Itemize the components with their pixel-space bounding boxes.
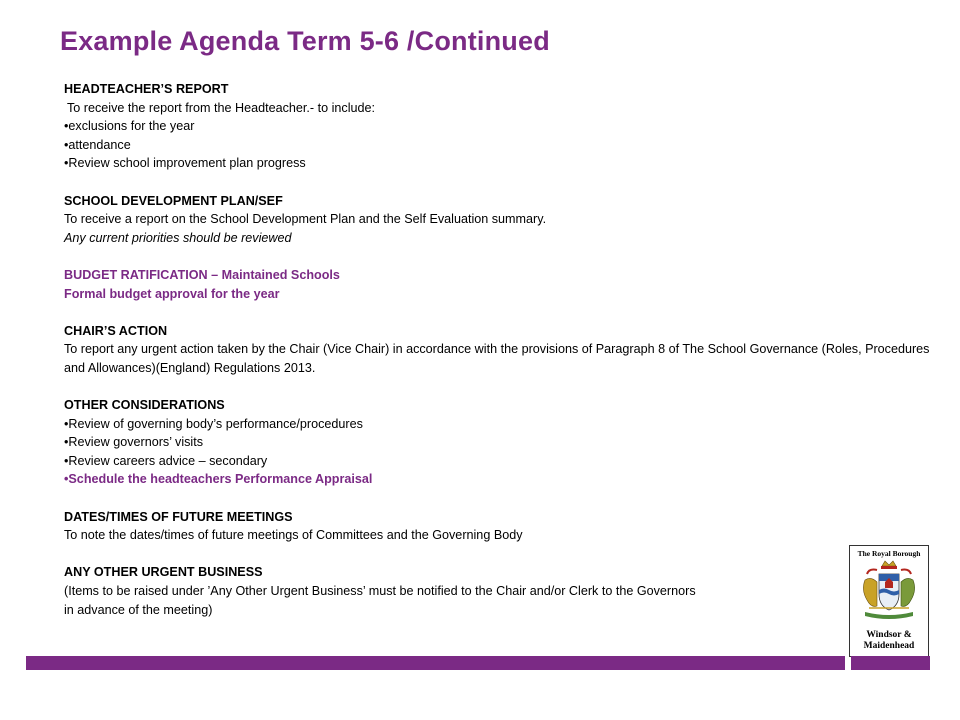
section-heading: OTHER CONSIDERATIONS [64,398,225,413]
bullet-item: •Review school improvement plan progress [64,156,306,171]
section-text: (Items to be raised under ’Any Other Urgent Business’ must be notified to the Chair and/or Clerk to the Governors [64,584,696,599]
royal-borough-logo [849,545,929,657]
section-heading: BUDGET RATIFICATION – Maintained Schools [64,267,340,282]
section-budget-ratification [64,266,944,303]
section-text: To receive the report from the Headteacher.- to include: [67,100,376,115]
section-other-urgent-business [64,563,944,619]
bullet-item: •Review careers advice – secondary [64,453,268,468]
logo-line-1: Windsor & [866,630,912,640]
bullet-item: •exclusions for the year [64,119,195,134]
section-text: To report any urgent action taken by the Chair (Vice Chair) in accordance with the provisions of Paragraph 8 of The School Governance (Roles, Procedures and Allowances)(England) Regulations 2013. [64,342,930,375]
bullet-item-highlight: •Schedule the headteachers Performance Appraisal [64,472,373,487]
section-chairs-action [64,322,944,378]
page-title: Example Agenda Term 5-6 /Continued [60,26,550,56]
section-text: To receive a report on the School Development Plan and the Self Evaluation summary. [64,212,547,227]
footer-bar [26,656,845,670]
logo-top-text: The Royal Borough [857,549,921,558]
section-heading: CHAIR’S ACTION [64,323,168,338]
logo-bottom-text [850,630,928,652]
section-heading: HEADTEACHER’S REPORT [64,82,229,96]
section-future-meetings [64,508,944,545]
section-other-considerations [64,396,944,489]
footer-bar-logo [851,656,930,670]
agenda-content [64,80,944,638]
bullet-item: •Review of governing body’s performance/procedures [64,416,363,431]
section-heading: SCHOOL DEVELOPMENT PLAN/SEF [64,193,283,208]
bullet-item: •Review governors’ visits [64,435,204,450]
section-text: Any current priorities should be reviewed [64,230,292,245]
section-headteacher-report [64,80,944,173]
section-text: Formal budget approval for the year [64,286,280,301]
bullet-item: •attendance [64,137,131,152]
section-heading: DATES/TIMES OF FUTURE MEETINGS [64,509,293,524]
section-text: in advance of the meeting) [64,602,213,617]
section-text: To note the dates/times of future meetings of Committees and the Governing Body [64,528,523,543]
section-heading: ANY OTHER URGENT BUSINESS [64,565,263,580]
logo-line-2: Maidenhead [863,641,915,651]
crest-icon [857,560,921,622]
section-school-development-plan [64,192,944,248]
